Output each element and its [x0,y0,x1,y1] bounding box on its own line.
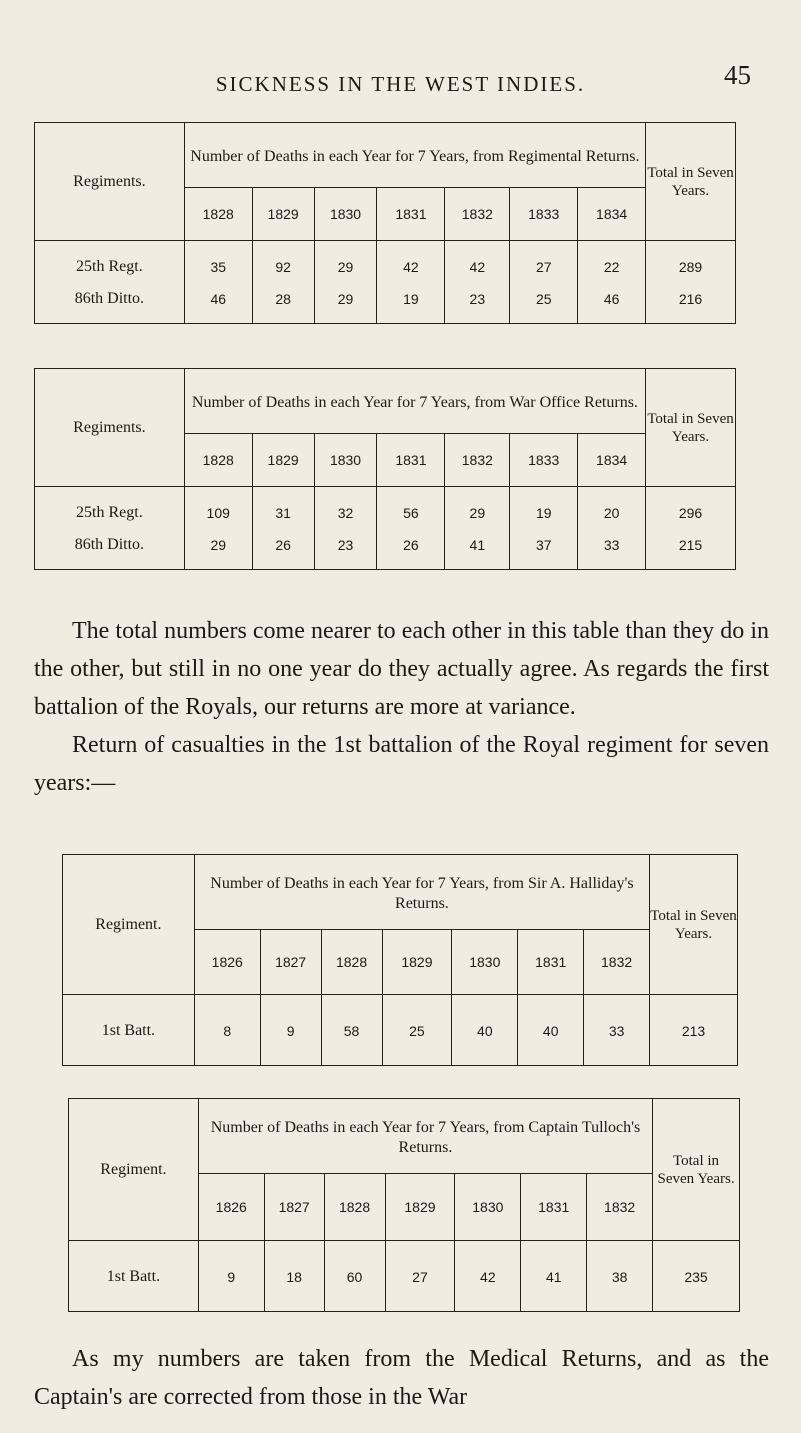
death-count: 41 [445,529,510,570]
year-header: 1831 [377,188,445,241]
year-header: 1828 [321,930,382,995]
table-row [63,995,738,1066]
table-caption: Number of Deaths in each Year for 7 Years, from Sir A. Halliday's Returns. [194,855,649,930]
year-header: 1834 [578,188,646,241]
death-count: 26 [377,529,445,570]
death-count: 31 [252,487,314,530]
year-header: 1833 [510,188,578,241]
death-count: 40 [518,995,584,1066]
table-corner-label: Regiment. [69,1099,199,1241]
death-count: 18 [264,1241,324,1312]
death-count: 37 [510,529,578,570]
year-header: 1826 [194,930,260,995]
regimental-returns-table [34,122,736,324]
death-count: 23 [314,529,377,570]
total-column-header: Total in Seven Years. [653,1099,740,1241]
death-count: 26 [252,529,314,570]
paragraph: Return of casualties in the 1st battalion of the Royal regiment for seven years:— [34,732,769,796]
death-count: 60 [324,1241,385,1312]
table-caption: Number of Deaths in each Year for 7 Years, from Captain Tulloch's Returns. [198,1099,652,1174]
death-count: 32 [314,487,377,530]
table-row [69,1241,740,1312]
year-header: 1828 [184,434,252,487]
table-corner-label: Regiment. [63,855,195,995]
paragraph: As my numbers are taken from the Medical Returns, and as the Captain's are corrected from those in the War [34,1346,769,1410]
year-header: 1828 [184,188,252,241]
page-header-title: SICKNESS IN THE WEST INDIES. [215,72,586,96]
regiment-name: 25th Regt. [35,241,185,284]
death-count: 109 [184,487,252,530]
year-header: 1828 [324,1174,385,1241]
year-header: 1832 [445,188,510,241]
total-column-header: Total in Seven Years. [646,369,736,487]
year-header: 1830 [314,434,377,487]
death-count: 22 [578,241,646,284]
year-header: 1830 [455,1174,521,1241]
death-count: 27 [385,1241,455,1312]
year-header: 1832 [584,930,650,995]
body-text-lower [34,1340,769,1416]
death-count: 56 [377,487,445,530]
death-count: 35 [184,241,252,284]
total-count: 213 [650,995,738,1066]
death-count: 23 [445,283,510,324]
year-header: 1833 [510,434,578,487]
death-count: 25 [382,995,452,1066]
death-count: 28 [252,283,314,324]
total-column-header: Total in Seven Years. [646,123,736,241]
death-count: 58 [321,995,382,1066]
year-header: 1831 [521,1174,587,1241]
death-count: 33 [584,995,650,1066]
year-header: 1829 [382,930,452,995]
regiment-name: 86th Ditto. [35,283,185,324]
death-count: 46 [578,283,646,324]
death-count: 29 [314,283,377,324]
year-header: 1829 [252,188,314,241]
death-count: 20 [578,487,646,530]
total-count: 296 [646,487,736,530]
death-count: 42 [377,241,445,284]
total-count: 215 [646,529,736,570]
year-header: 1834 [578,434,646,487]
death-count: 40 [452,995,518,1066]
death-count: 29 [445,487,510,530]
table-row [35,487,736,530]
year-header: 1832 [445,434,510,487]
page-number: 45 [724,60,751,90]
regiment-name: 86th Ditto. [35,529,185,570]
total-column-header: Total in Seven Years. [650,855,738,995]
regiment-name: 1st Batt. [63,995,195,1066]
death-count: 42 [455,1241,521,1312]
year-header: 1829 [252,434,314,487]
regiment-name: 25th Regt. [35,487,185,530]
year-header: 1829 [385,1174,455,1241]
year-header: 1830 [314,188,377,241]
death-count: 33 [578,529,646,570]
table-corner-label: Regiments. [35,123,185,241]
death-count: 38 [587,1241,653,1312]
death-count: 27 [510,241,578,284]
table-row [35,241,736,284]
year-header: 1831 [518,930,584,995]
year-header: 1827 [260,930,321,995]
war-office-returns-table [34,368,736,570]
death-count: 19 [510,487,578,530]
table-row [35,529,736,570]
total-count: 235 [653,1241,740,1312]
death-count: 9 [260,995,321,1066]
year-header: 1827 [264,1174,324,1241]
tulloch-returns-table [68,1098,740,1312]
death-count: 9 [198,1241,264,1312]
death-count: 29 [184,529,252,570]
death-count: 8 [194,995,260,1066]
regiment-name: 1st Batt. [69,1241,199,1312]
year-header: 1826 [198,1174,264,1241]
total-count: 216 [646,283,736,324]
death-count: 41 [521,1241,587,1312]
table-row [35,283,736,324]
year-header: 1832 [587,1174,653,1241]
death-count: 42 [445,241,510,284]
death-count: 25 [510,283,578,324]
death-count: 46 [184,283,252,324]
table-caption: Number of Deaths in each Year for 7 Years, from Regimental Returns. [184,123,645,188]
halliday-returns-table [62,854,738,1066]
table-corner-label: Regiments. [35,369,185,487]
table-caption: Number of Deaths in each Year for 7 Years, from War Office Returns. [184,369,645,434]
death-count: 92 [252,241,314,284]
death-count: 19 [377,283,445,324]
paragraph: The total numbers come nearer to each other in this table than they do in the other, but still in no one year do they actually agree. As regards the first battalion of the Royals, our returns are more at variance. [34,618,769,720]
body-text-upper [34,612,769,802]
death-count: 29 [314,241,377,284]
year-header: 1831 [377,434,445,487]
total-count: 289 [646,241,736,284]
year-header: 1830 [452,930,518,995]
